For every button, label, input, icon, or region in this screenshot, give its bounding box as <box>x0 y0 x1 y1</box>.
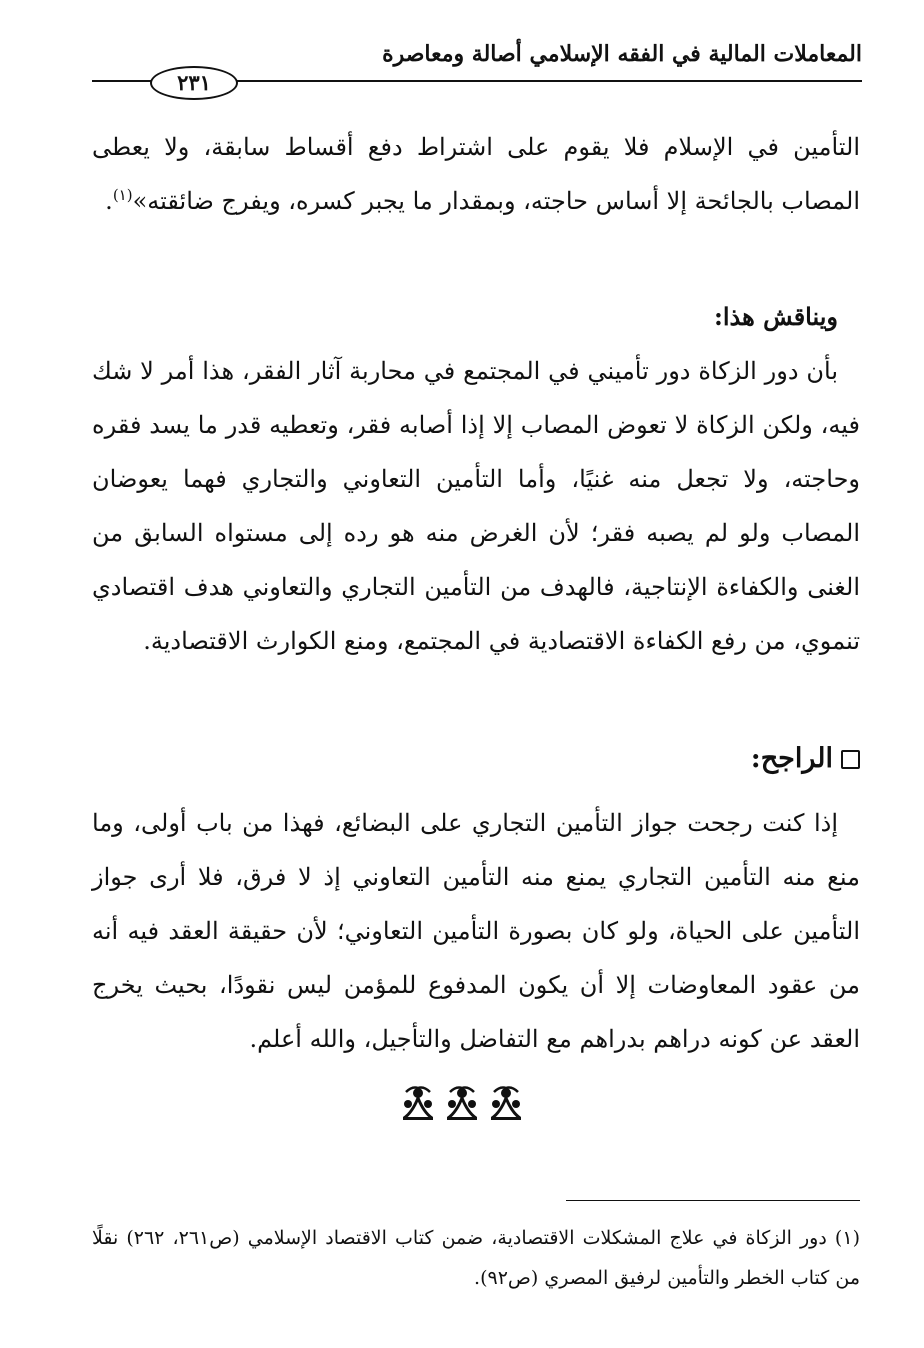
conclusion-paragraph-block <box>92 796 860 1066</box>
footnotes <box>92 1218 860 1298</box>
footnote <box>92 1218 860 1298</box>
page-number: ٢٣١ <box>150 66 238 100</box>
footnote-text: دور الزكاة في علاج المشكلات الاقتصادية، ضمن كتاب الاقتصاد الإسلامي (ص٢٦١، ٢٦٢) نقلًا من كتاب الخطر والتأمين لرفيق المصري (ص٩٢). <box>92 1227 860 1289</box>
discussion-paragraph: بأن دور الزكاة دور تأميني في المجتمع في محاربة آثار الفقر، هذا أمر لا شك فيه، ولكن الزكاة لا تعوض المصاب إلا إذا أصابه فقر، وتعطيه قدر ما يسد فقره وحاجته، ولا تجعل منه غنيًا، وأما التأمين التعاوني والتجاري فهما يعوضان المصاب ولو لم يصبه فقر؛ لأن الغرض منه هو رده إلى مستواه السابق من الغنى والكفاءة الإنتاجية، فالهدف من التأمين التجاري والتعاوني هدف اقتصادي تنموي، من رفع الكفاءة الاقتصادية في المجتمع، ومنع الكوارث الاقتصادية. <box>92 357 860 655</box>
floral-ornament-icon <box>444 1084 480 1122</box>
conclusion-heading: الراجح: <box>750 743 833 774</box>
discussion-heading-block <box>92 290 860 344</box>
section-ornament <box>400 1084 524 1124</box>
discussion-paragraph-block <box>92 344 860 668</box>
footnote-reference[interactable]: (١) <box>112 186 133 204</box>
running-title: المعاملات المالية في الفقه الإسلامي أصالة ومعاصرة <box>382 41 862 67</box>
square-bullet-icon <box>841 750 860 769</box>
discussion-heading: ويناقش هذا: <box>713 302 838 331</box>
conclusion-paragraph: إذا كنت رجحت جواز التأمين التجاري على البضائع، فهذا من باب أولى، وما منع منه التأمين التجاري يمنع منه التأمين التعاوني إذ لا فرق، فلا أرى جواز التأمين على الحياة، ولو كان بصورة التأمين التعاوني؛ لأن حقيقة العقد فيه أنه من عقود المعاوضات إلا أن يكون المدفوع للمؤمن ليس نقودًا، بحيث يخرج العقد عن كونه دراهم بدراهم مع التفاضل والتأجيل، والله أعلم. <box>92 809 860 1053</box>
footnote-marker: (١) <box>834 1227 860 1249</box>
intro-text: التأمين في الإسلام فلا يقوم على اشتراط دفع أقساط سابقة، ولا يعطى المصاب بالجائحة إلا أساس حاجته، وبمقدار ما يجبر كسره، ويفرج ضائقته» <box>92 133 861 215</box>
floral-ornament-icon <box>488 1084 524 1122</box>
floral-ornament-icon <box>400 1084 436 1122</box>
intro-paragraph <box>92 120 860 228</box>
footnote-separator <box>566 1200 860 1201</box>
conclusion-heading-row <box>751 734 860 784</box>
intro-end: . <box>105 187 113 215</box>
